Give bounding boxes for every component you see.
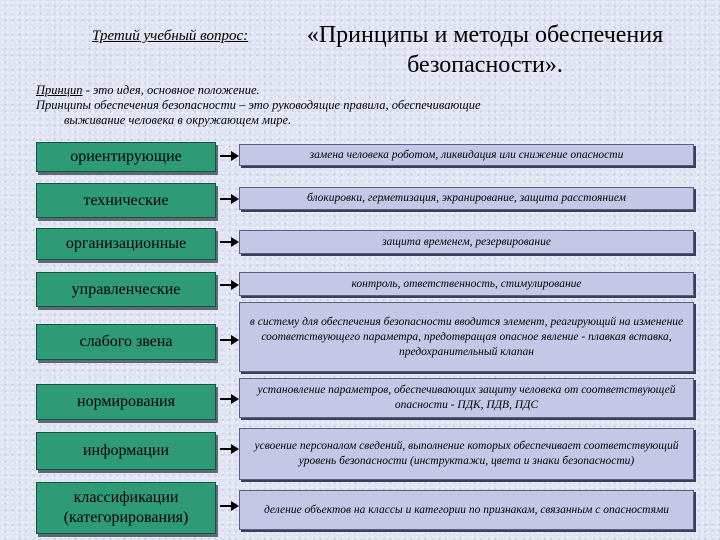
definition-line-2: Принципы обеспечения безопасности – это руководящие правила, обеспечивающие [36, 98, 481, 112]
principle-description: установление параметров, обеспечивающих защиту человека от соответствующей опасности - ПДК, ПДВ, ПДС [239, 378, 694, 418]
principle-name: технические [36, 183, 216, 218]
slide-title [285, 20, 685, 80]
principle-name: организационные [36, 228, 216, 260]
definition-block [36, 83, 676, 128]
principle-name: управленческие [36, 272, 216, 307]
arrow-right-icon [220, 505, 232, 507]
principle-name: информации [36, 432, 216, 470]
title-line-2: безопасности». [407, 52, 563, 78]
principle-description: контроль, ответственность, стимулирование [239, 272, 694, 296]
principle-name: слабого звена [36, 324, 216, 360]
arrow-right-icon [220, 284, 232, 286]
arrow-right-icon [220, 241, 232, 243]
principle-description: усвоение персоналом сведений, выполнение которых обеспечивает соответствующий уровень безопасности (инструктажи, цвета и знаки безопасности) [239, 428, 694, 480]
arrow-right-icon [220, 339, 232, 341]
subtitle: Третий учебный вопрос: [92, 28, 249, 44]
title-line-1: «Принципы и методы обеспечения [306, 22, 664, 48]
principle-description: деление объектов на классы и категории по признакам, связанным с опасностями [239, 490, 694, 530]
definition-text: - это идея, основное положение. [82, 83, 260, 97]
principle-description: в систему для обеспечения безопасности вводится элемент, реагирующий на изменение соответствующего параметра, предотвращая опасное явление - плавкая вставка, предохранительный клапан [239, 302, 694, 372]
definition-term: Принцип [36, 83, 83, 97]
principle-name: нормирования [36, 384, 216, 420]
definition-line-1 [36, 83, 676, 98]
arrow-right-icon [220, 198, 232, 200]
principle-name: ориентирующие [36, 142, 216, 172]
arrow-right-icon [220, 398, 232, 400]
arrow-right-icon [220, 448, 232, 450]
arrow-right-icon [220, 155, 232, 157]
principle-name: классификации (категорирования) [36, 482, 216, 534]
definition-line-3: выживание человека в окружающем мире. [64, 113, 292, 127]
principle-description: защита временем, резервирование [239, 230, 694, 254]
principle-description: блокировки, герметизация, экранирование, защита расстоянием [239, 187, 694, 210]
principle-description: замена человека роботом, ликвидация или снижение опасности [239, 144, 694, 166]
